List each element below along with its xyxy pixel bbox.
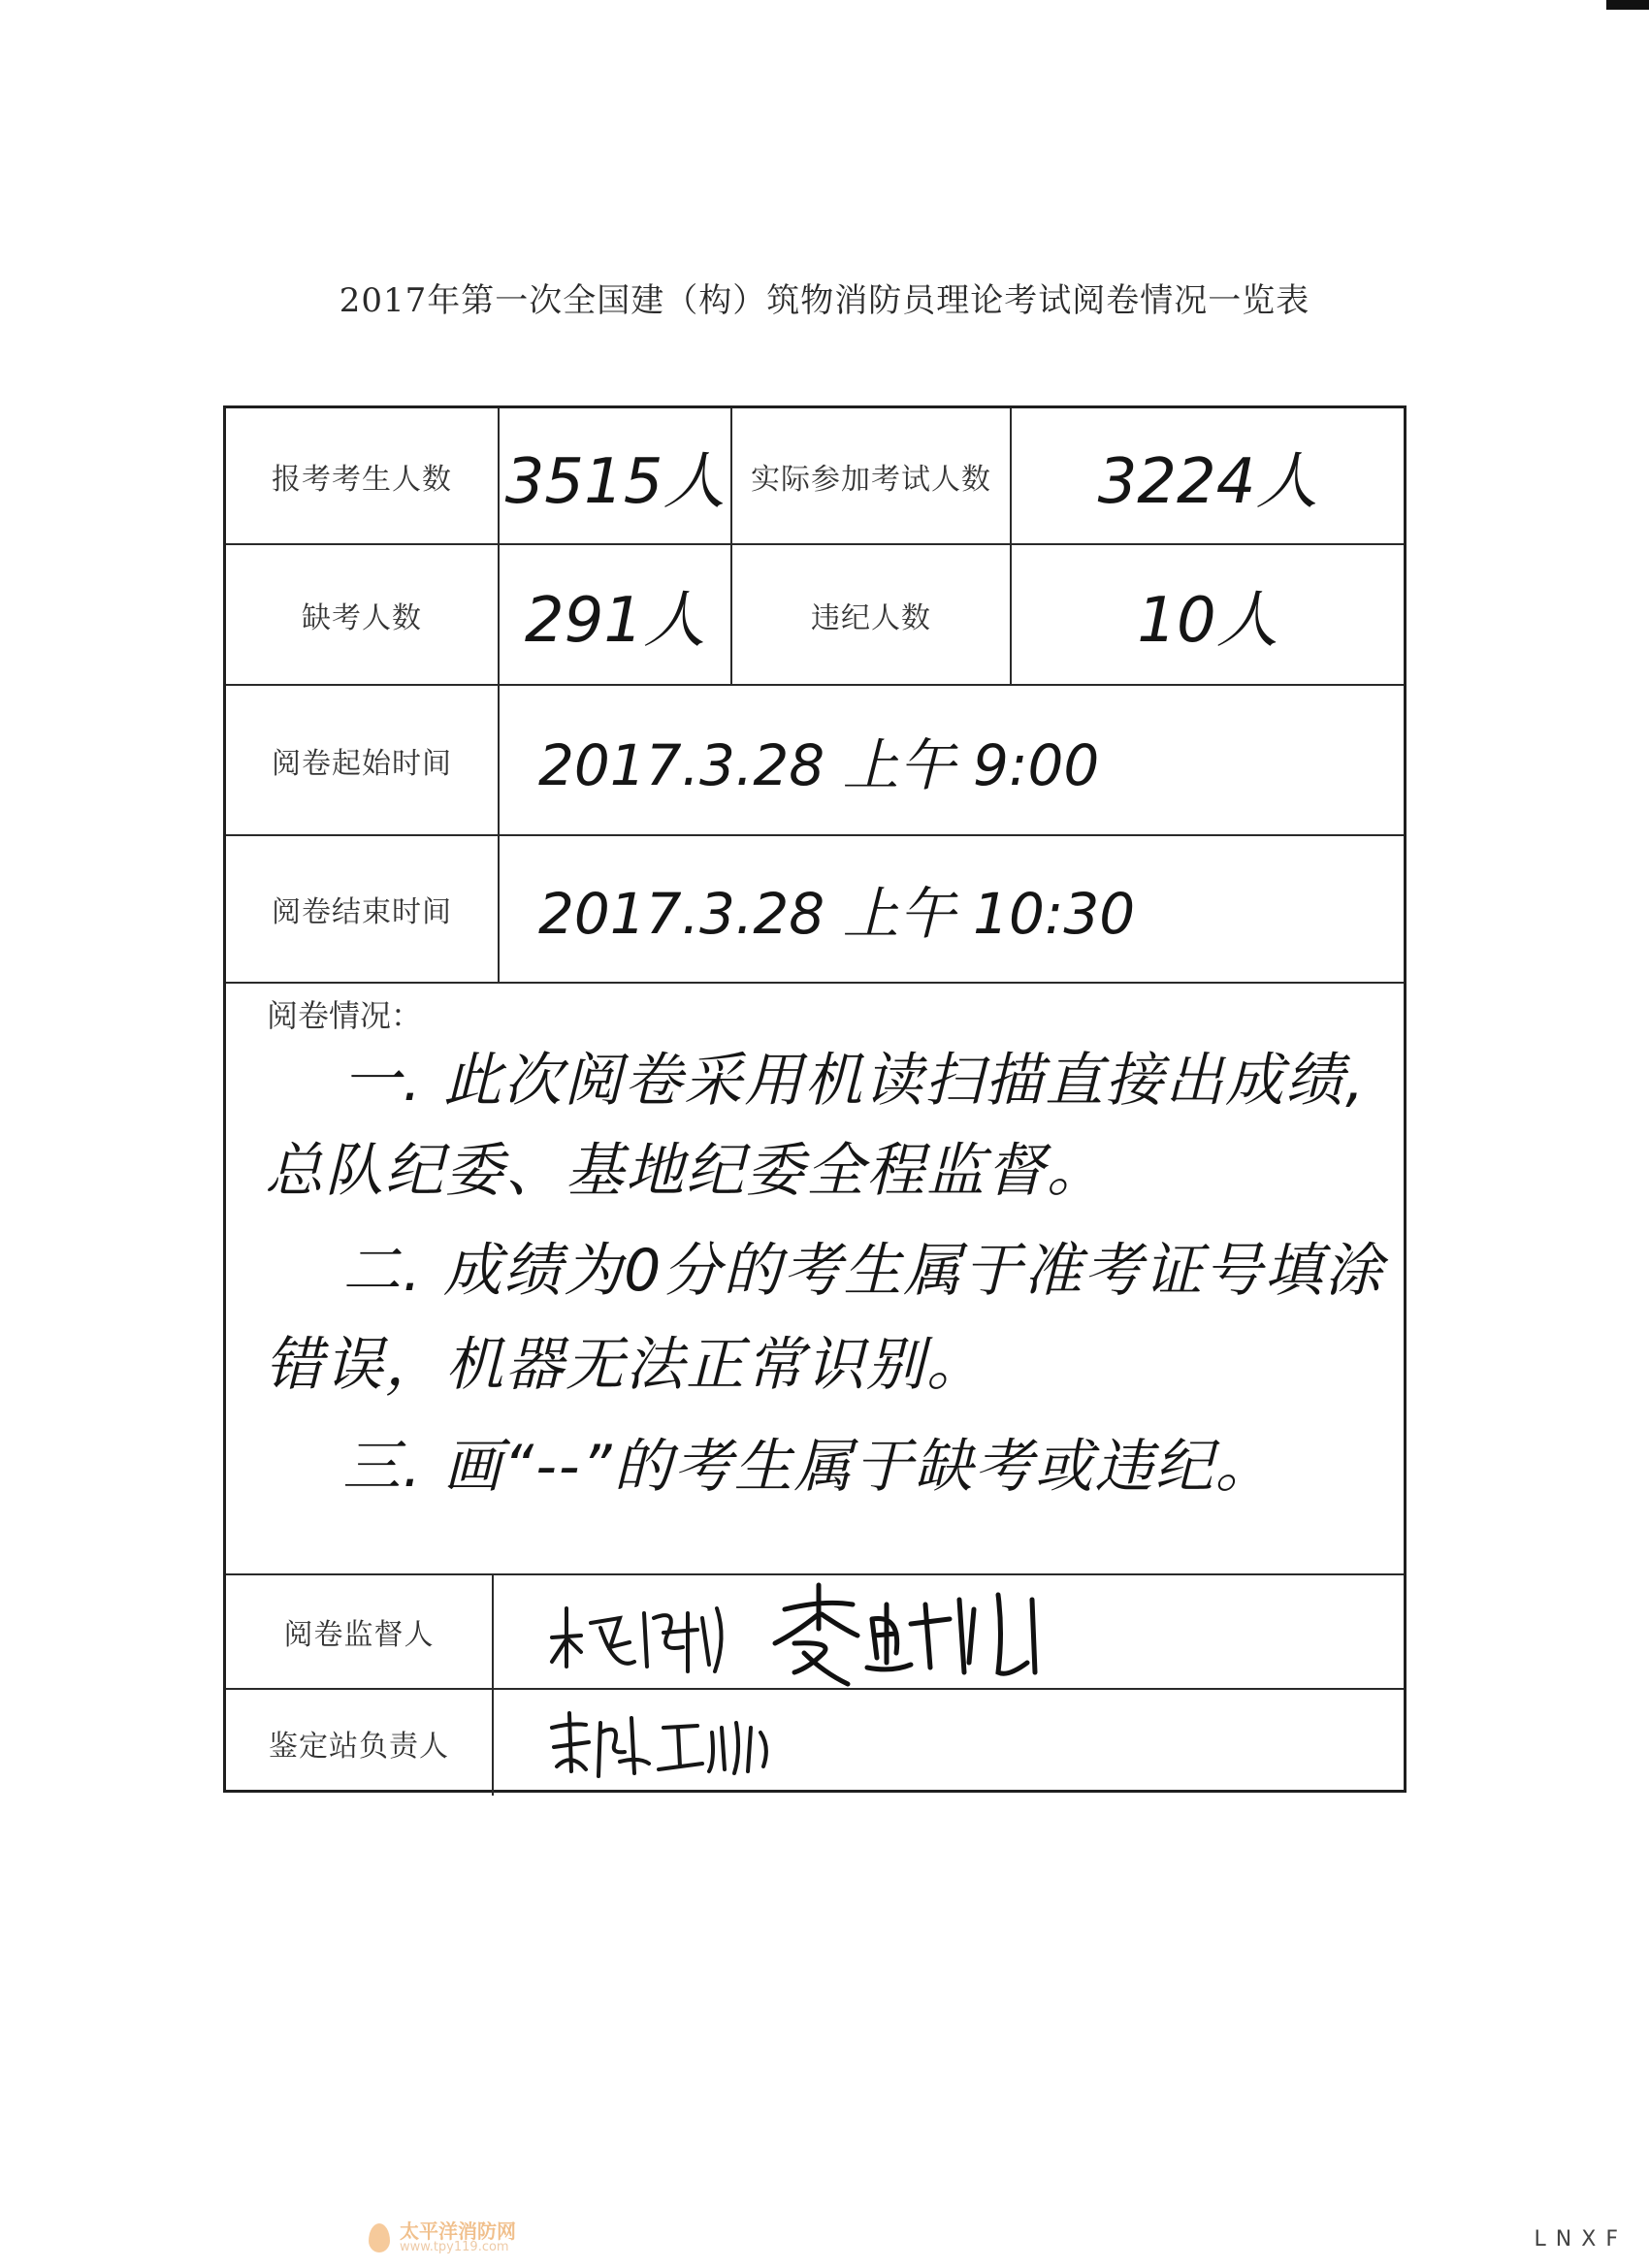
end-time-value: 2017.3.28 上午 10:30 — [538, 881, 1136, 947]
watermark-name: 太平洋消防网 — [400, 2219, 516, 2243]
actual-count-value: 3224人 — [1097, 445, 1318, 518]
row-end-time — [226, 836, 1404, 984]
corner-code: LNXF — [1534, 2227, 1628, 2252]
supervisor-signature-2 — [765, 1575, 1076, 1688]
remarks-line: 错误，机器无法正常识别。 — [265, 1331, 986, 1399]
absent-count-value: 291人 — [500, 545, 732, 684]
supervisor-signatures — [494, 1575, 1404, 1688]
registered-count-value: 3515人 — [500, 408, 732, 543]
remarks-line: 二. 成绩为0分的考生属于准考证号填涂 — [342, 1237, 1385, 1305]
row-absence — [226, 545, 1404, 686]
row-registration — [226, 408, 1404, 545]
absent-count-label: 缺考人数 — [226, 545, 500, 684]
start-time-value: 2017.3.28 上午 9:00 — [538, 731, 1100, 798]
remarks-label: 阅卷情况： — [267, 997, 423, 1034]
station-head-signatures — [494, 1690, 1404, 1796]
remarks-line: 一. 此次阅卷采用机读扫描直接出成绩, — [342, 1047, 1367, 1115]
violation-count-value: 10人 — [1137, 584, 1278, 657]
corner-scan-mark — [1606, 0, 1649, 10]
violation-count-label: 违纪人数 — [732, 545, 1012, 684]
row-supervisor — [226, 1575, 1404, 1690]
row-station-head — [226, 1690, 1404, 1796]
site-watermark — [369, 2221, 516, 2253]
station-head-signature — [542, 1694, 794, 1791]
watermark-url: www.tpy119.com — [400, 2240, 509, 2254]
supervisor-label: 阅卷监督人 — [226, 1575, 494, 1688]
flame-icon — [369, 2223, 390, 2252]
registered-count-label: 报考考生人数 — [226, 408, 500, 543]
row-start-time — [226, 686, 1404, 836]
end-time-label: 阅卷结束时间 — [226, 836, 500, 982]
actual-count-label: 实际参加考试人数 — [732, 408, 1012, 543]
page-title: 2017年第一次全国建（构）筑物消防员理论考试阅卷情况一览表 — [339, 281, 1310, 320]
row-remarks — [226, 984, 1404, 1575]
remarks-line: 三. 画“--”的考生属于缺考或违纪。 — [342, 1433, 1276, 1501]
remarks-line: 总队纪委、基地纪委全程监督。 — [265, 1137, 1107, 1205]
exam-summary-table — [223, 405, 1406, 1793]
supervisor-signature-1 — [542, 1579, 736, 1686]
start-time-label: 阅卷起始时间 — [226, 686, 500, 834]
station-head-label: 鉴定站负责人 — [226, 1690, 494, 1796]
